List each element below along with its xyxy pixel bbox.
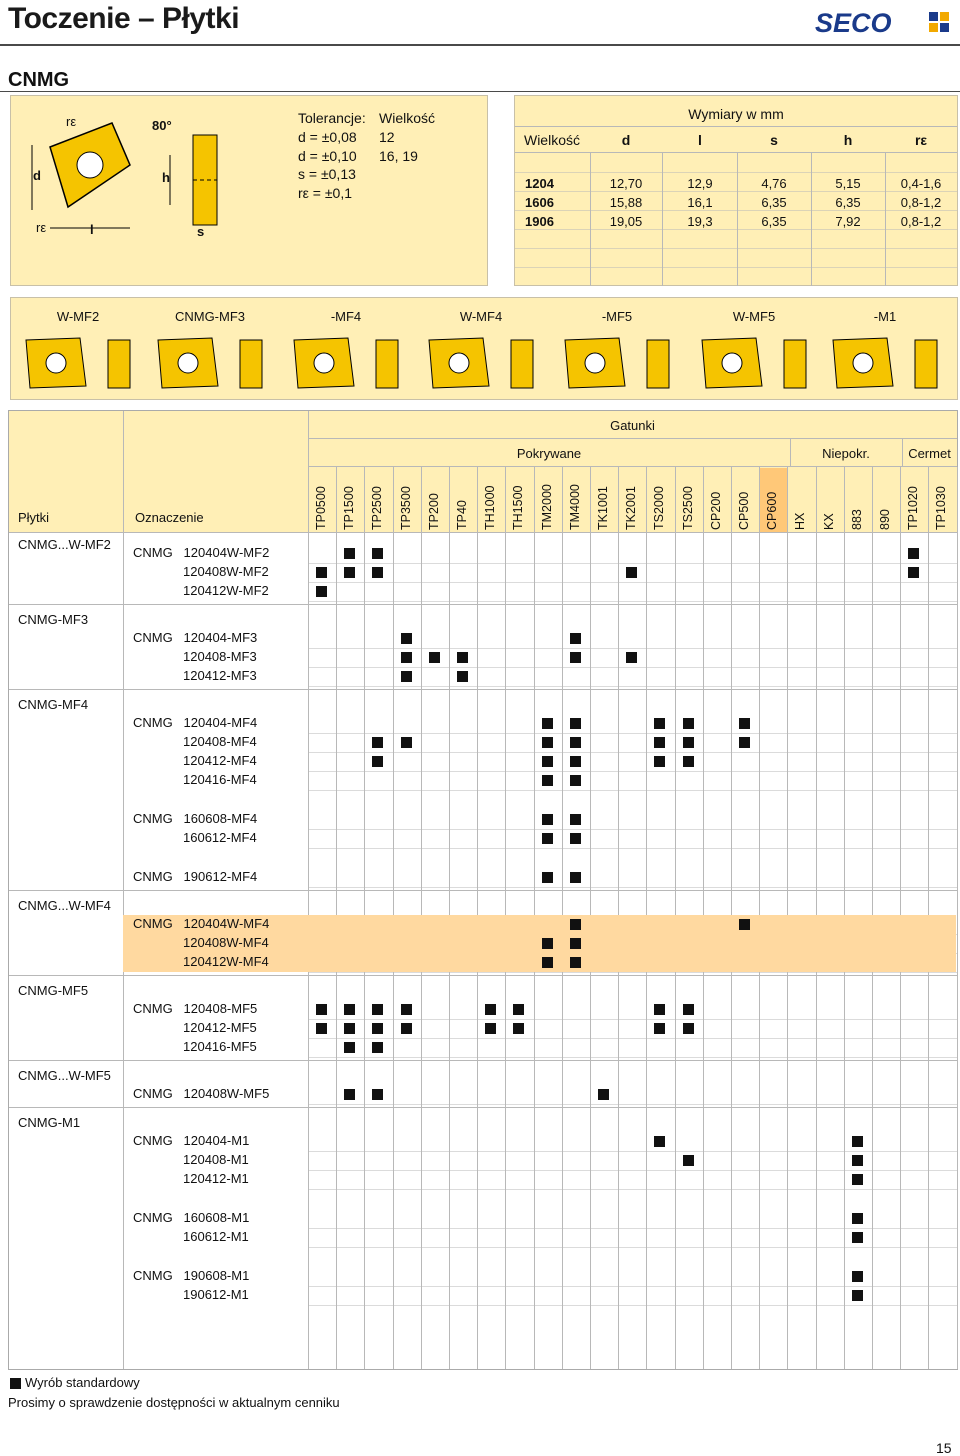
availability-mark-icon — [542, 957, 553, 968]
dims-cell: 7,92 — [835, 214, 861, 229]
row-rule — [308, 1286, 957, 1287]
availability-mark-icon — [570, 957, 581, 968]
legend-square-icon — [10, 1378, 21, 1389]
row-rule — [308, 972, 957, 973]
dimensions-table — [514, 95, 958, 286]
availability-mark-icon — [654, 718, 665, 729]
dims-cell: 0,8-1,2 — [900, 195, 942, 210]
row-rule — [308, 1057, 957, 1058]
grid-rule — [902, 438, 903, 467]
dims-row-rule — [515, 210, 957, 211]
grade-label: CP200 — [709, 491, 723, 530]
re-label: rε — [66, 114, 77, 129]
dims-cell: 1606 — [525, 195, 554, 210]
availability-mark-icon — [372, 1004, 383, 1015]
availability-mark-icon — [457, 652, 468, 663]
niepokr-label: Niepokr. — [822, 446, 870, 461]
availability-mark-icon — [372, 567, 383, 578]
availability-mark-icon — [401, 1004, 412, 1015]
row-rule — [308, 686, 957, 687]
row-rule — [308, 1019, 957, 1020]
availability-mark-icon — [372, 548, 383, 559]
grade-label: TK1001 — [596, 486, 610, 530]
group-label: CNMG-MF5 — [18, 983, 89, 998]
dims-cell: 19,3 — [687, 214, 713, 229]
availability-mark-icon — [401, 633, 412, 644]
grade-label: KX — [822, 513, 836, 530]
dims-cell: 16,1 — [687, 195, 713, 210]
availability-mark-icon — [570, 775, 581, 786]
availability-note: Prosimy o sprawdzenie dostępności w aktualnym cenniku — [8, 1395, 340, 1410]
dims-cell: 6,35 — [761, 214, 787, 229]
group-label: CNMG...W-MF5 — [18, 1068, 111, 1083]
availability-mark-icon — [570, 652, 581, 663]
grade-label: CP600 — [765, 491, 779, 530]
availability-mark-icon — [570, 756, 581, 767]
grade-label: TS2000 — [652, 486, 666, 530]
availability-mark-icon — [542, 814, 553, 825]
availability-mark-icon — [344, 548, 355, 559]
availability-mark-icon — [372, 737, 383, 748]
geometry-label: W-MF2 — [56, 309, 100, 324]
availability-mark-icon — [908, 567, 919, 578]
grid-rule — [308, 438, 957, 439]
grade-label: TM4000 — [568, 484, 582, 530]
row-rule — [308, 667, 957, 668]
grade-label: TP1500 — [342, 486, 356, 530]
row-code: 120416-MF4 — [183, 772, 257, 787]
availability-mark-icon — [570, 633, 581, 644]
dims-header: d — [621, 132, 631, 148]
dims-cell: 4,76 — [761, 176, 787, 191]
availability-mark-icon — [654, 756, 665, 767]
row-rule — [308, 582, 957, 583]
row-code: CNMG 160608-M1 — [133, 1210, 250, 1225]
availability-mark-icon — [570, 833, 581, 844]
size-value: 12 — [379, 129, 395, 145]
row-rule — [308, 1170, 957, 1171]
availability-mark-icon — [372, 756, 383, 767]
group-rule — [9, 975, 957, 976]
group-label: CNMG...W-MF4 — [18, 898, 111, 913]
row-code: CNMG 120408-MF5 — [133, 1001, 258, 1016]
grade-label: TS2500 — [681, 486, 695, 530]
availability-mark-icon — [316, 1004, 327, 1015]
row-rule — [308, 829, 957, 830]
row-code: 120408W-MF4 — [183, 935, 269, 950]
l-label: l — [90, 222, 94, 237]
availability-mark-icon — [372, 1089, 383, 1100]
row-code: 120412-MF4 — [183, 753, 257, 768]
row-code: 120412-M1 — [183, 1171, 249, 1186]
availability-mark-icon — [401, 671, 412, 682]
geometry-label: W-MF4 — [459, 309, 503, 324]
group-label: CNMG-MF4 — [18, 697, 89, 712]
dims-cell: 1906 — [525, 214, 554, 229]
row-code: 120412W-MF4 — [183, 954, 269, 969]
availability-mark-icon — [401, 737, 412, 748]
availability-mark-icon — [739, 718, 750, 729]
row-rule — [308, 1189, 957, 1190]
grade-label: TP1020 — [906, 486, 920, 530]
grade-label: TM2000 — [540, 484, 554, 530]
availability-mark-icon — [626, 567, 637, 578]
size-label: Wielkość — [379, 110, 436, 126]
availability-mark-icon — [654, 737, 665, 748]
geometry-label: CNMG-MF3 — [174, 309, 246, 324]
availability-mark-icon — [485, 1023, 496, 1034]
group-rule — [9, 890, 957, 891]
dims-cell: 1204 — [525, 176, 554, 191]
dims-row-rule — [515, 248, 957, 249]
geometry-label: W-MF5 — [732, 309, 776, 324]
row-rule — [308, 1104, 957, 1105]
availability-mark-icon — [401, 1023, 412, 1034]
grade-label: 883 — [850, 509, 864, 530]
dims-title: Wymiary w mm — [688, 106, 784, 122]
availability-mark-icon — [513, 1004, 524, 1015]
dims-row-rule — [515, 229, 957, 230]
grid-rule — [790, 438, 791, 467]
availability-mark-icon — [683, 737, 694, 748]
pokrywane-label: Pokrywane — [516, 446, 582, 461]
group-label: CNMG-MF3 — [18, 612, 89, 627]
group-label: CNMG-M1 — [18, 1115, 81, 1130]
group-rule — [9, 1060, 957, 1061]
availability-mark-icon — [683, 718, 694, 729]
row-code: CNMG 160608-MF4 — [133, 811, 258, 826]
availability-mark-icon — [542, 833, 553, 844]
row-code: 120408-MF3 — [183, 649, 257, 664]
geometry-label: -M1 — [873, 309, 897, 324]
geometry-label: -MF5 — [601, 309, 633, 324]
row-code: 120408-MF4 — [183, 734, 257, 749]
dims-row-rule — [515, 191, 957, 192]
dims-cell: 6,35 — [835, 195, 861, 210]
insert-image — [286, 332, 406, 392]
grade-label: 890 — [878, 509, 892, 530]
availability-mark-icon — [513, 1023, 524, 1034]
row-code: 160612-MF4 — [183, 830, 257, 845]
availability-mark-icon — [372, 1042, 383, 1053]
dims-cell: 0,4-1,6 — [900, 176, 942, 191]
availability-mark-icon — [908, 548, 919, 559]
group-rule — [9, 1107, 957, 1108]
availability-mark-icon — [852, 1136, 863, 1147]
dims-rule — [515, 152, 957, 153]
availability-mark-icon — [683, 756, 694, 767]
insert-image — [825, 332, 945, 392]
row-rule — [308, 771, 957, 772]
row-code: 190612-M1 — [183, 1287, 249, 1302]
availability-mark-icon — [316, 586, 327, 597]
grade-label: TP3500 — [399, 486, 413, 530]
row-code: 160612-M1 — [183, 1229, 249, 1244]
row-code: 120408W-MF2 — [183, 564, 269, 579]
grade-label: TP2500 — [370, 486, 384, 530]
row-rule — [308, 1228, 957, 1229]
row-rule — [308, 648, 957, 649]
availability-mark-icon — [654, 1136, 665, 1147]
grade-col-rule — [957, 467, 958, 1369]
oznaczenie-label: Oznaczenie — [135, 510, 204, 525]
availability-mark-icon — [457, 671, 468, 682]
cermet-label: Cermet — [908, 446, 951, 461]
dims-cell: 19,05 — [609, 214, 643, 229]
grade-label: TP40 — [455, 500, 469, 530]
availability-mark-icon — [852, 1155, 863, 1166]
size-value: 16, 19 — [379, 148, 418, 164]
tolerance-line: d = ±0,08 — [298, 129, 357, 145]
dims-cell: 12,70 — [609, 176, 643, 191]
availability-mark-icon — [852, 1290, 863, 1301]
availability-mark-icon — [683, 1155, 694, 1166]
availability-mark-icon — [739, 737, 750, 748]
row-rule — [308, 601, 957, 602]
grade-label: HX — [793, 512, 807, 530]
dims-cell: 5,15 — [835, 176, 861, 191]
re2-label: rε — [36, 220, 47, 235]
dims-row-rule — [515, 172, 957, 173]
group-rule — [9, 604, 957, 605]
row-code: CNMG 190612-MF4 — [133, 869, 258, 884]
availability-mark-icon — [852, 1213, 863, 1224]
gatunki-label: Gatunki — [610, 418, 655, 433]
grid-rule — [9, 532, 957, 533]
row-code: 120408-M1 — [183, 1152, 249, 1167]
dims-cell: 12,9 — [687, 176, 713, 191]
availability-mark-icon — [344, 1089, 355, 1100]
seco-logo — [815, 8, 953, 36]
row-code: CNMG 120408W-MF5 — [133, 1086, 270, 1101]
row-code: CNMG 120404W-MF2 — [133, 545, 270, 560]
dims-header: rε — [914, 132, 928, 148]
dims-row-rule — [515, 267, 957, 268]
availability-mark-icon — [852, 1174, 863, 1185]
dims-header: h — [843, 132, 853, 148]
availability-mark-icon — [344, 1042, 355, 1053]
row-rule — [308, 563, 957, 564]
grade-label: TH1000 — [483, 485, 497, 530]
tolerance-line: d = ±0,10 — [298, 148, 357, 164]
row-code: CNMG 120404-M1 — [133, 1133, 250, 1148]
dims-cell: 0,8-1,2 — [900, 214, 942, 229]
group-label: CNMG...W-MF2 — [18, 537, 111, 552]
tolerance-line: s = ±0,13 — [298, 166, 356, 182]
legend-text: Wyrób standardowy — [25, 1375, 140, 1390]
row-rule — [308, 1247, 957, 1248]
row-rule — [308, 1038, 957, 1039]
availability-mark-icon — [570, 872, 581, 883]
availability-mark-icon — [570, 718, 581, 729]
availability-mark-icon — [344, 567, 355, 578]
dims-cell: 15,88 — [609, 195, 643, 210]
row-rule — [308, 752, 957, 753]
row-code: 120412W-MF2 — [183, 583, 269, 598]
dims-header: s — [770, 132, 778, 148]
row-rule — [308, 1305, 957, 1306]
grade-label: CP500 — [737, 491, 751, 530]
row-code: CNMG 120404-MF3 — [133, 630, 258, 645]
plytki-label: Płytki — [18, 510, 50, 525]
availability-mark-icon — [344, 1004, 355, 1015]
availability-mark-icon — [570, 814, 581, 825]
row-rule — [308, 848, 957, 849]
d-label: d — [33, 168, 41, 183]
availability-mark-icon — [344, 1023, 355, 1034]
h-label: h — [162, 170, 170, 185]
availability-mark-icon — [372, 1023, 383, 1034]
grade-label: TP1030 — [934, 486, 948, 530]
dims-header: Wielkość — [523, 132, 580, 148]
dims-header: l — [698, 132, 702, 148]
dims-rule — [515, 126, 957, 127]
row-rule — [308, 1151, 957, 1152]
insert-image — [150, 332, 270, 392]
availability-mark-icon — [654, 1004, 665, 1015]
availability-mark-icon — [570, 737, 581, 748]
availability-mark-icon — [852, 1232, 863, 1243]
row-code: CNMG 120404-MF4 — [133, 715, 258, 730]
row-rule — [308, 790, 957, 791]
availability-mark-icon — [316, 567, 327, 578]
grade-label: TP200 — [427, 493, 441, 530]
row-code: 120416-MF5 — [183, 1039, 257, 1054]
availability-mark-icon — [542, 718, 553, 729]
availability-mark-icon — [316, 1023, 327, 1034]
row-code: 120412-MF5 — [183, 1020, 257, 1035]
availability-mark-icon — [542, 872, 553, 883]
grade-label: TK2001 — [624, 486, 638, 530]
row-code: 120412-MF3 — [183, 668, 257, 683]
availability-mark-icon — [485, 1004, 496, 1015]
availability-mark-icon — [683, 1023, 694, 1034]
svg-text:SECO: SECO — [815, 8, 892, 36]
availability-mark-icon — [542, 938, 553, 949]
availability-mark-icon — [683, 1004, 694, 1015]
insert-image — [18, 332, 138, 392]
geometry-label: -MF4 — [330, 309, 362, 324]
row-code: CNMG 190608-M1 — [133, 1268, 250, 1283]
insert-image — [694, 332, 814, 392]
insert-image — [557, 332, 677, 392]
row-rule — [308, 887, 957, 888]
group-rule — [9, 689, 957, 690]
availability-mark-icon — [570, 919, 581, 930]
page-title: Toczenie – Płytki — [8, 2, 240, 35]
tolerance-label: Tolerancje: — [298, 110, 366, 126]
availability-mark-icon — [598, 1089, 609, 1100]
availability-mark-icon — [739, 919, 750, 930]
availability-mark-icon — [570, 938, 581, 949]
availability-mark-icon — [852, 1271, 863, 1282]
availability-mark-icon — [401, 652, 412, 663]
dims-cell: 6,35 — [761, 195, 787, 210]
availability-mark-icon — [429, 652, 440, 663]
section-title: CNMG — [8, 69, 70, 91]
page-number: 15 — [936, 1440, 952, 1456]
availability-mark-icon — [542, 756, 553, 767]
s-label: s — [197, 224, 205, 239]
grid-rule — [308, 466, 957, 467]
row-rule — [308, 733, 957, 734]
grade-label: TP0500 — [314, 486, 328, 530]
row-code: CNMG 120404W-MF4 — [133, 916, 270, 931]
availability-mark-icon — [542, 775, 553, 786]
insert-image — [421, 332, 541, 392]
tolerance-line: rε = ±0,1 — [298, 185, 353, 201]
insert-drawing — [20, 105, 280, 245]
angle-label: 80° — [152, 118, 172, 133]
grade-label: TH1500 — [511, 485, 525, 530]
availability-mark-icon — [542, 737, 553, 748]
availability-mark-icon — [626, 652, 637, 663]
availability-mark-icon — [654, 1023, 665, 1034]
